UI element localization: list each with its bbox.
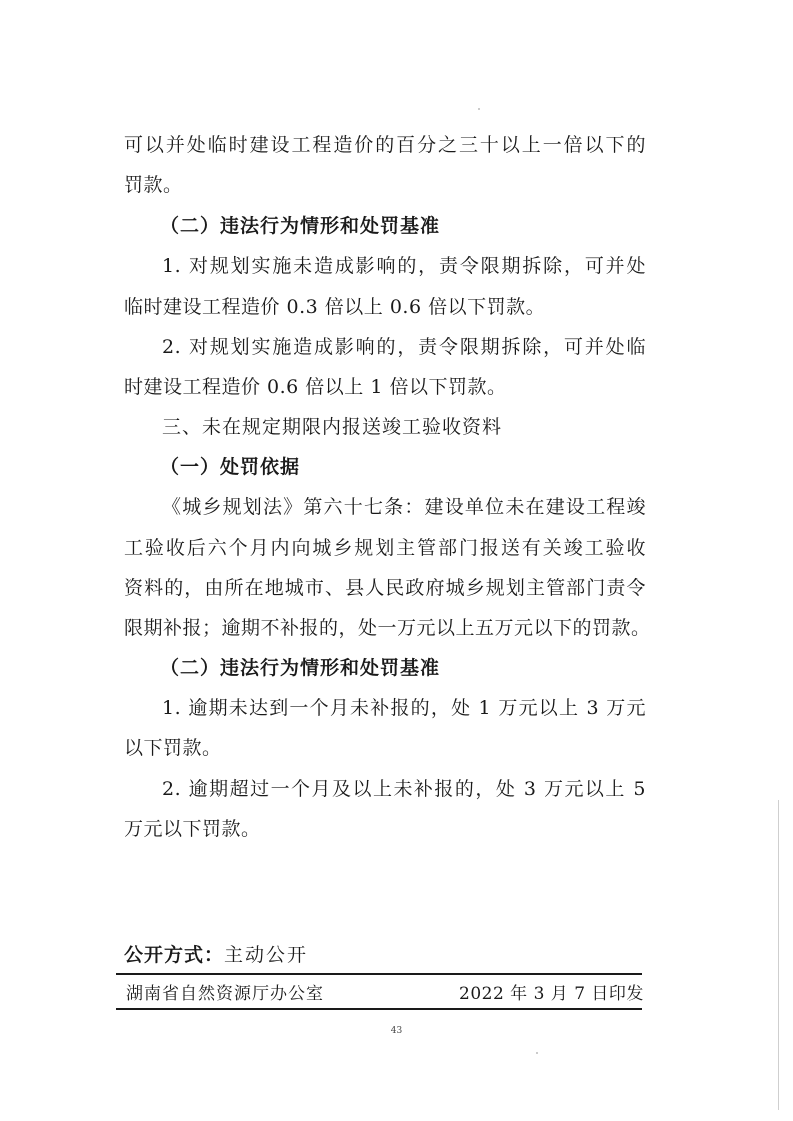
disclosure-label: 公开方式： [124, 944, 225, 966]
body-text-line: 资料的，由所在地城市、县人民政府城乡规划主管部门责令 [124, 577, 646, 599]
body-text-line: 1. 对规划实施未造成影响的，责令限期拆除，可并处 [162, 255, 646, 277]
body-text-line: 临时建设工程造价 0.3 倍以上 0.6 倍以下罚款。 [124, 296, 546, 318]
body-text-line: 1. 逾期未达到一个月未补报的，处 1 万元以上 3 万元 [162, 697, 646, 719]
scan-speck [478, 108, 480, 110]
section-heading: （二）违法行为情形和处罚基准 [160, 657, 441, 679]
body-text-line: 2. 对规划实施造成影响的，责令限期拆除，可并处临 [162, 336, 646, 358]
body-text-line: 可以并处临时建设工程造价的百分之三十以上一倍以下的 [124, 134, 646, 156]
chapter-heading: 三、未在规定期限内报送竣工验收资料 [162, 416, 503, 438]
disclosure-method [124, 943, 308, 967]
section-heading: （一）处罚依据 [160, 456, 301, 478]
body-text-line: 时建设工程造价 0.6 倍以上 1 倍以下罚款。 [124, 376, 507, 398]
page-number: 43 [390, 1026, 403, 1036]
body-text-line: 罚款。 [124, 174, 183, 196]
footer-rule-top [116, 973, 642, 975]
body-text-line: 万元以下罚款。 [124, 818, 261, 840]
scan-edge-line [778, 800, 779, 1110]
body-text-line: 工验收后六个月内向城乡规划主管部门报送有关竣工验收 [124, 537, 646, 559]
scan-speck [536, 1052, 538, 1054]
section-heading: （二）违法行为情形和处罚基准 [160, 215, 441, 237]
issue-date: 2022 年 3 月 7 日印发 [459, 984, 644, 1004]
footer-rule-bottom [116, 1008, 642, 1010]
body-text-line: 2. 逾期超过一个月及以上未补报的，处 3 万元以上 5 [162, 778, 646, 800]
disclosure-value: 主动公开 [224, 944, 309, 966]
body-text-line: 以下罚款。 [124, 737, 222, 759]
issuing-office: 湖南省自然资源厅办公室 [126, 984, 324, 1004]
body-text-line: 限期补报；逾期不补报的，处一万元以上五万元以下的罚款。 [124, 617, 651, 639]
body-text-line: 《城乡规划法》第六十七条：建设单位未在建设工程竣 [162, 496, 646, 518]
